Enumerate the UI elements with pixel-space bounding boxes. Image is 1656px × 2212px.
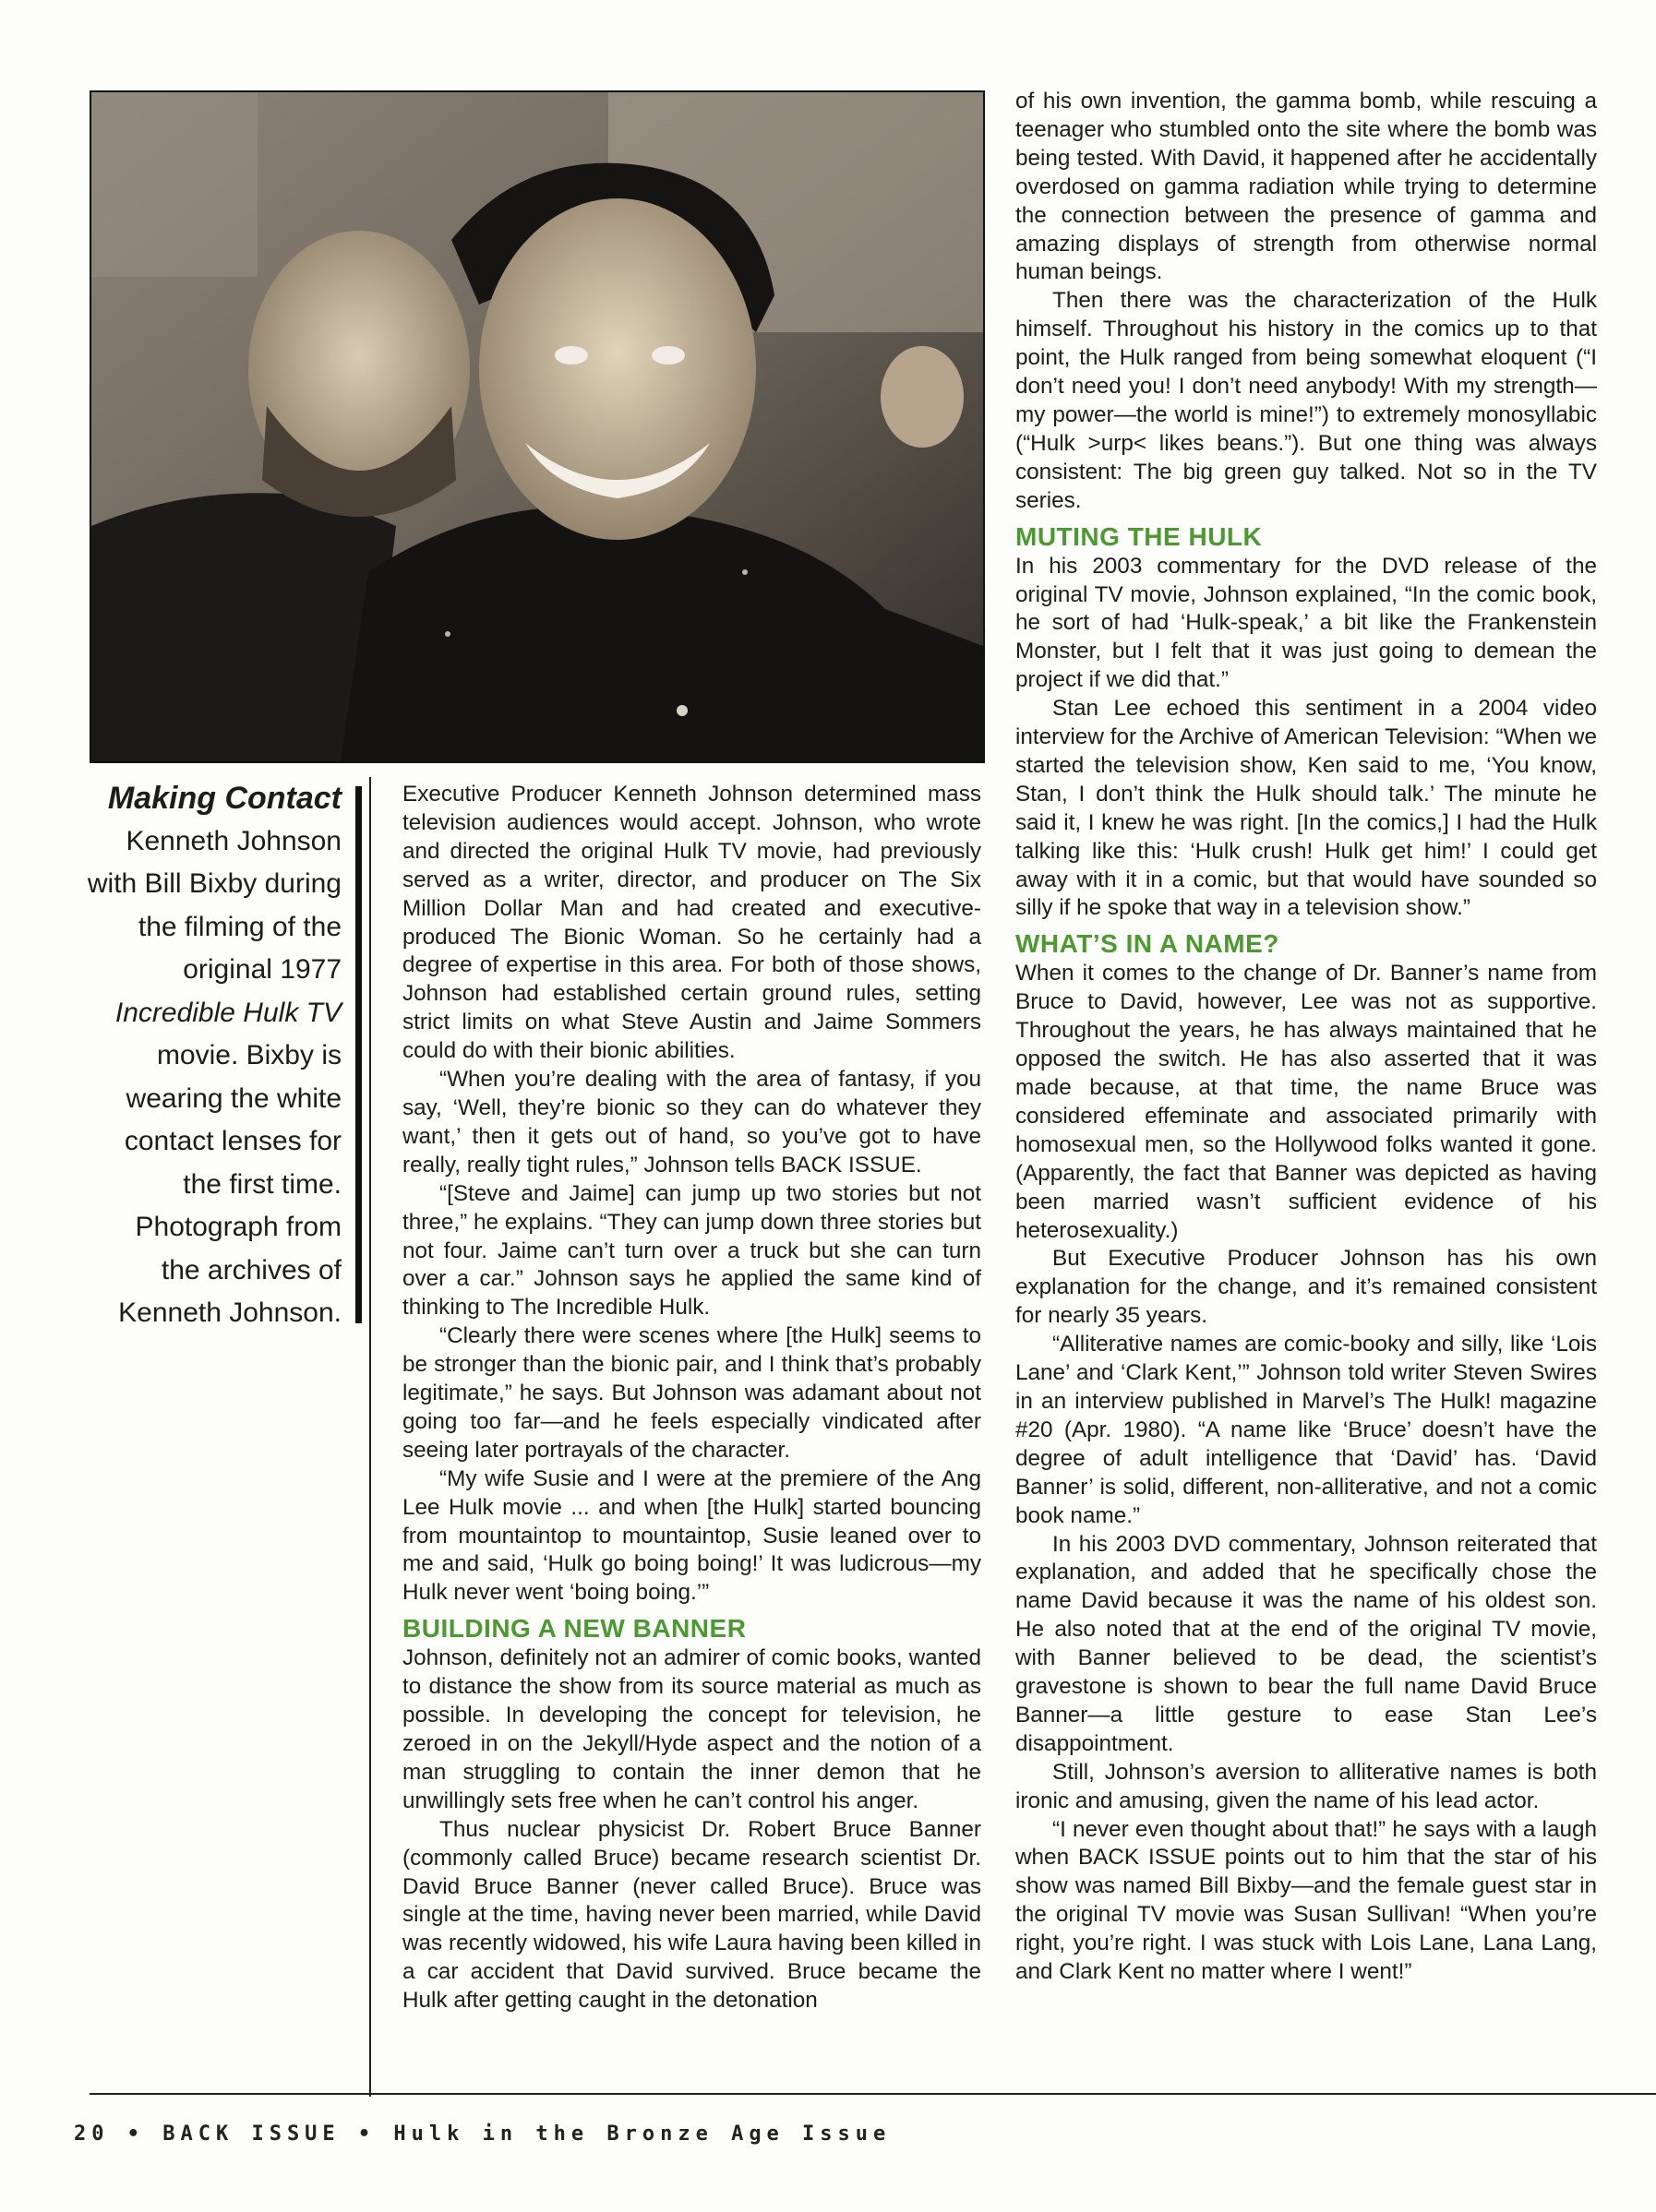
caption-line: Photograph from	[135, 1212, 342, 1242]
footer-rule	[90, 2093, 1656, 2095]
paragraph: Stan Lee echoed this sentiment in a 2004 video interview for the Archive of American Television: “When we started the television show, Ken said to me, ‘You know, Stan, I don’t think the Hulk should talk.’ The minute he said it, I knew he was right. [In the comics,] I had the Hulk talking like this: ‘Hulk crush! Hulk get him!’ I could get away with it in a comic, but that would have sounded so silly if he spoke that way in a television show.”	[1015, 696, 1597, 921]
caption-line: with Bill Bixby during	[87, 868, 342, 899]
caption-title: Making Contact	[107, 781, 342, 816]
caption-line: the filming of the	[138, 911, 342, 942]
section-heading: WHAT’S IN A NAME?	[1015, 929, 1279, 959]
caption-rule	[355, 786, 362, 1323]
caption-line: Kenneth Johnson	[126, 825, 342, 856]
paragraph: In his 2003 DVD commentary, Johnson reiterated that explanation, and added that he specifically chose the name David because it was the name of his oldest son. He also noted that at the end of the original TV movie, with Banner believed to be dead, the scientist’s gravestone is shown to bear the full name David Bruce Banner—a little gesture to ease Stan Lee’s disappointment.	[1015, 1531, 1597, 1756]
photo-caption	[55, 777, 342, 1335]
photo-kenneth-johnson-bill-bixby	[90, 90, 985, 763]
paragraph: Then there was the characterization of the Hulk himself. Throughout his history in the comics up to that point, the Hulk ranged from being somewhat eloquent (“I don’t need you! I don’t need anybody! With my strength—my power—the world is mine!”) to extremely monosyllabic (“Hulk >urp< likes beans.”). But one thing was always consistent: The big green guy talked. Not so in the TV series.	[1015, 288, 1597, 513]
section-heading: MUTING THE HULK	[1015, 521, 1263, 551]
paragraph: In his 2003 commentary for the DVD release of the original TV movie, Johnson explained, “In the comic book, he sort of had ‘Hulk-speak,’ a bit like the Frankenstein Monster, but I felt that it was just going to demean the project if we did that.”	[1015, 553, 1597, 693]
paragraph: Johnson, definitely not an admirer of comic books, wanted to distance the show from its source material as much as possible. In developing the concept for television, he zeroed in on the Jekyll/Hyde aspect and the notion of a man struggling to contain the inner demon that he unwillingly sets free when he can’t control his anger.	[402, 1645, 981, 1813]
caption-line: wearing the white	[126, 1082, 342, 1114]
caption-line: movie. Bixby is	[156, 1040, 342, 1070]
article-column-right	[1015, 88, 1597, 1987]
caption-line: original 1977	[183, 954, 342, 985]
paragraph: When it comes to the change of Dr. Banner’s name from Bruce to David, however, Lee was not as supportive. Throughout the years, he has always maintained that he opposed the switch. He has also asserted that it was made because, at that time, the name Bruce was considered effeminate and associated primarily with homosexual men, so the Hollywood folks wanted it gone. (Apparently, the fact that Banner was depicted as having been married wasn’t sufficient evidence of his heterosexuality.)	[1015, 961, 1597, 1243]
column-divider	[369, 777, 371, 2097]
page-footer: 20 • BACK ISSUE • Hulk in the Bronze Age Issue	[74, 2122, 892, 2146]
section-heading: BUILDING A NEW BANNER	[402, 1614, 747, 1644]
paragraph: Executive Producer Kenneth Johnson determined mass television audiences would accept. Johnson, who wrote and directed the original Hulk TV movie, had previously served as a writer, director, and producer on The Six Million Dollar Man and had created and executive-produced The Bionic Woman. So he certainly had a degree of expertise in this area. For both of those shows, Johnson had established certain ground rules, setting strict limits on what Steve Austin and Jaime Sommers could do with their bionic abilities.	[402, 782, 981, 1064]
paragraph: “I never even thought about that!” he says with a laugh when BACK ISSUE points out to him that the star of his show was named Bill Bixby—and the female guest star in the original TV movie was Susan Sullivan! “When you’re right, you’re right. I was stuck with Lois Lane, Lana Lang, and Clark Kent no matter where I went!”	[1015, 1816, 1597, 1985]
caption-line: Incredible Hulk TV	[114, 997, 342, 1028]
paragraph: “Alliterative names are comic-booky and silly, like ‘Lois Lane’ and ‘Clark Kent,’” Johnson told writer Steven Swires in an interview published in Marvel’s The Hulk! magazine #20 (Apr. 1980). “A name like ‘Bruce’ doesn’t have the degree of adult intelligence that ‘David’ has. ‘David Banner’ is solid, different, non-alliterative, and not a comic book name.”	[1015, 1332, 1597, 1528]
article-column-middle	[402, 781, 981, 2015]
paragraph: Still, Johnson’s aversion to alliterative names is both ironic and amusing, given the name of his lead actor.	[1015, 1759, 1597, 1813]
paragraph: “When you’re dealing with the area of fantasy, if you say, ‘Well, they’re bionic so they can do whatever they want,’ then it gets out of hand, so you’ve got to have really, really tight rules,” Johnson tells BACK ISSUE.	[402, 1067, 981, 1178]
caption-line: the first time.	[183, 1168, 342, 1200]
caption-line: Kenneth Johnson.	[118, 1297, 342, 1328]
paragraph: “Clearly there were scenes where [the Hulk] seems to be stronger than the bionic pair, and I think that’s probably legitimate,” he says. But Johnson was adamant about not going too far—and he feels especially vindicated after seeing later portrayals of the character.	[402, 1323, 981, 1463]
paragraph: “[Steve and Jaime] can jump up two stories but not three,” he explains. “They can jump down three stories but not four. Jaime can’t turn over a truck but she can turn over a car.” Johnson says he applied the same kind of thinking to The Incredible Hulk.	[402, 1180, 981, 1321]
paragraph: of his own invention, the gamma bomb, while rescuing a teenager who stumbled onto the site where the bomb was being tested. With David, it happened after he accidentally overdosed on gamma radiation while trying to determine the connection between the presence of gamma and amazing displays of strength from otherwise normal human beings.	[1015, 89, 1597, 285]
paragraph: “My wife Susie and I were at the premiere of the Ang Lee Hulk movie ... and when [the Hulk] started bouncing from mountaintop to mountaintop, Susie leaned over to me and said, ‘Hulk go boing boing!’ It was ludicrous—my Hulk never went ‘boing boing.’”	[402, 1465, 981, 1606]
photo-image	[91, 92, 983, 761]
caption-line: the archives of	[161, 1254, 342, 1285]
paragraph: But Executive Producer Johnson has his own explanation for the change, and it’s remained consistent for nearly 35 years.	[1015, 1246, 1597, 1329]
paragraph: Thus nuclear physicist Dr. Robert Bruce Banner (commonly called Bruce) became research scientist Dr. David Bruce Banner (never called Bruce). Bruce was single at the time, having never been married, while David was recently widowed, his wife Laura having been killed in a car accident that David survived. Bruce became the Hulk after getting caught in the detonation	[402, 1816, 981, 2014]
caption-line: contact lenses for	[124, 1126, 342, 1156]
